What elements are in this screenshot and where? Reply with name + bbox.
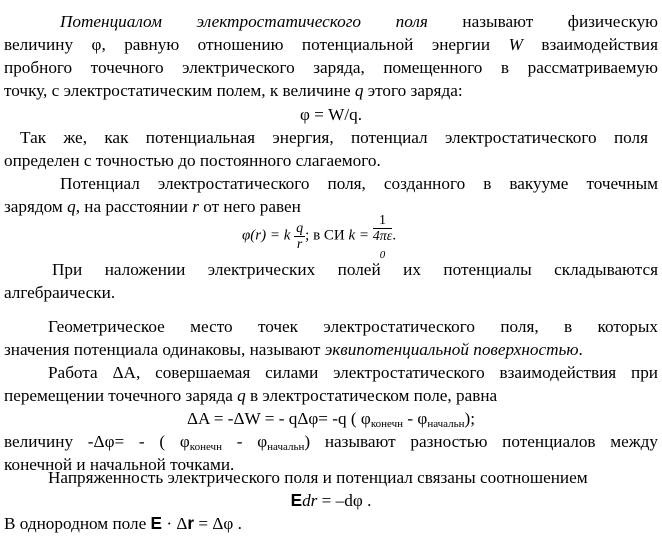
p6-line1: Работа ΔA, совершаемая силами электростатического взаимодействия при <box>48 363 658 382</box>
p6-line5: конечной и начальной точками. <box>4 455 235 474</box>
formula-E-dr: Edr = –dφ . <box>290 490 372 510</box>
p2-line1: Так же, как потенциальная энергия, потенциал электростатического поля <box>20 128 648 147</box>
p1-line1: Потенциалом электростатического поля называют физическую <box>60 12 658 31</box>
p5-line2: значения потенциала одинаковы, называют эквипотенциальной поверхностью. <box>4 340 583 359</box>
fraction-q-r: $\frac{q}{r}$ <box>296 220 304 252</box>
formula-phi-w-q: φ = W/q. <box>299 105 363 124</box>
p1-line3: пробного точечного электрического заряда, помещенного в рассматриваемую <box>4 58 658 77</box>
term-potential: Потенциалом электростатического поля <box>60 12 428 31</box>
p4-line2: алгебраически. <box>4 283 116 302</box>
p3-line1: Потенциал электростатического поля, созданного в вакууме точечным <box>60 174 658 193</box>
p1-line2: величину φ, равную отношению потенциальной энергии W взаимодействия <box>4 35 658 54</box>
p7-line1: Напряженность электрического поля и потенциал связаны соотношением <box>48 468 588 487</box>
p6-line2: перемещении точечного заряда q в электростатическом поле, равна <box>4 386 498 405</box>
formula-work: ΔA = -ΔW = - qΔφ= -q ( $\varphi_{конечн} - \varphi_{начальн}$); <box>186 409 476 430</box>
p6-line4: величину -Δφ= - ( $\varphi_{конечн} - \varphi_{начальн}$) называют разностью потенциалов между <box>4 432 658 453</box>
p3-line2: зарядом q, на расстоянии r от него равен <box>4 197 301 216</box>
formula-phi-r: φ(r) = k $\frac{q}{r}$ ; в СИ k = 1 4πε $_0$ . <box>242 213 397 261</box>
fraction-1-4pie0: 1 4πε $_0$ <box>372 213 393 261</box>
p1-line4: точку, с электростатическим полем, к величине q этого заряда: <box>4 81 463 100</box>
p5-line1: Геометрическое место точек электростатического поля, в которых <box>48 317 658 336</box>
p7-line3: В однородном поле E · Δr = Δφ . <box>4 513 242 533</box>
p4-line1: При наложении электрических полей их потенциалы складываются <box>52 260 658 279</box>
p2-line2: определен с точностью до постоянного слагаемого. <box>4 151 381 170</box>
